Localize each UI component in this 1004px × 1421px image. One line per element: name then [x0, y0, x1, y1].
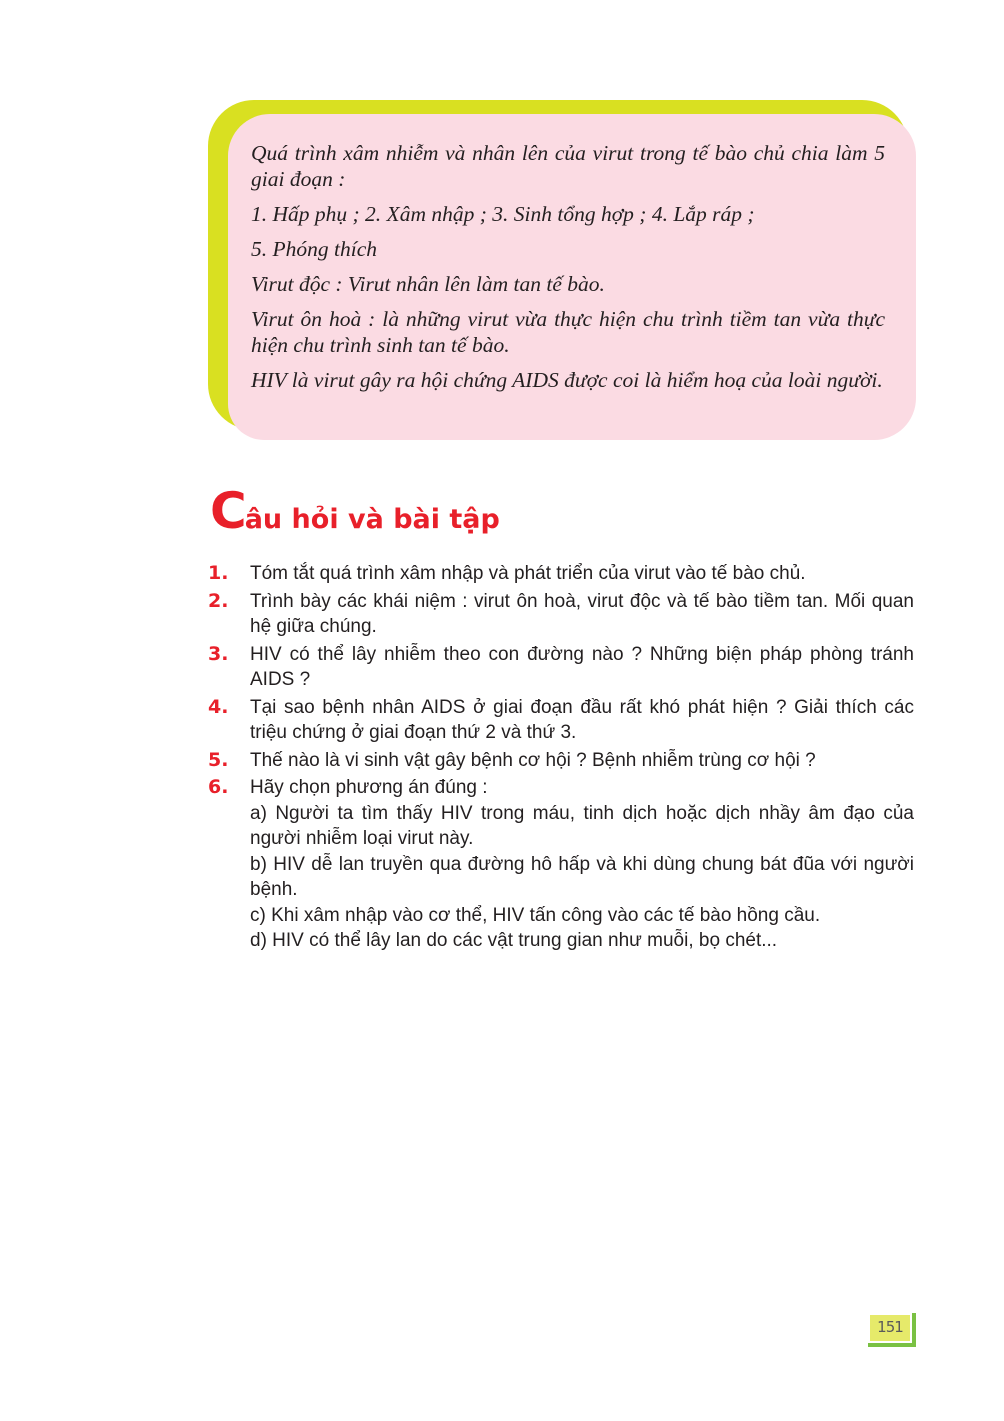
question-number: 4. — [208, 695, 229, 718]
question-text: Tóm tắt quá trình xâm nhập và phát triển của virut vào tế bào chủ. — [250, 563, 806, 584]
question-number: 1. — [208, 562, 229, 584]
section-title — [210, 482, 500, 540]
question-text: Thế nào là vi sinh vật gây bệnh cơ hội ? Bệnh nhiễm trùng cơ hội ? — [250, 749, 816, 771]
summary-paragraph: Virut ôn hoà : là những virut vừa thực hiện chu trình tiềm tan vừa thực hiện chu trình sinh tan tế bào. — [251, 307, 885, 357]
question-item — [208, 748, 914, 774]
section-title-text: âu hỏi và bài tập — [244, 504, 500, 535]
question-text: Tại sao bệnh nhân AIDS ở giai đoạn đầu rất khó phát hiện ? Giải thích các triệu chứng ở giai đoạn thứ 2 và thứ 3. — [250, 696, 914, 743]
summary-paragraph: 5. Phóng thích — [251, 237, 377, 261]
answer-option-a: a) Người ta tìm thấy HIV trong máu, tinh dịch hoặc dịch nhầy âm đạo của người nhiễm loại virut này. — [250, 802, 914, 849]
question-number: 3. — [208, 642, 229, 665]
answer-option-c: c) Khi xâm nhập vào cơ thể, HIV tấn công vào các tế bào hồng cầu. — [250, 904, 821, 926]
question-item — [208, 589, 914, 640]
page-number: 151 — [877, 1318, 903, 1336]
question-text: Trình bày các khái niệm : virut ôn hoà, virut độc và tế bào tiềm tan. Mối quan hệ giữa chúng. — [250, 590, 914, 637]
question-number: 5. — [208, 748, 229, 771]
summary-paragraph: Virut độc : Virut nhân lên làm tan tế bào. — [251, 272, 605, 296]
question-item — [208, 775, 914, 954]
summary-paragraph: Quá trình xâm nhiễm và nhân lên của virut trong tế bào chủ chia làm 5 giai đoạn : — [251, 141, 885, 191]
answer-option-d: d) HIV có thể lây lan do các vật trung gian như muỗi, bọ chét... — [250, 930, 778, 951]
question-number: 6. — [208, 776, 229, 798]
answer-option-b: b) HIV dễ lan truyền qua đường hô hấp và khi dùng chung bát đũa với người bệnh. — [250, 853, 914, 900]
question-item — [208, 561, 914, 587]
summary-paragraph: HIV là virut gây ra hội chứng AIDS được coi là hiểm hoạ của loài người. — [251, 368, 883, 392]
question-text: HIV có thể lây nhiễm theo con đường nào ? Những biện pháp phòng tránh AIDS ? — [250, 643, 914, 690]
summary-paragraph: 1. Hấp phụ ; 2. Xâm nhập ; 3. Sinh tổng hợp ; 4. Lắp ráp ; — [251, 202, 755, 226]
question-item — [208, 695, 914, 746]
summary-text — [251, 140, 885, 402]
question-text: Hãy chọn phương án đúng : — [250, 777, 488, 798]
question-number: 2. — [208, 589, 229, 612]
question-item — [208, 642, 914, 693]
page-number-badge — [868, 1313, 916, 1347]
section-title-initial: C — [210, 482, 245, 540]
question-list — [208, 561, 914, 956]
